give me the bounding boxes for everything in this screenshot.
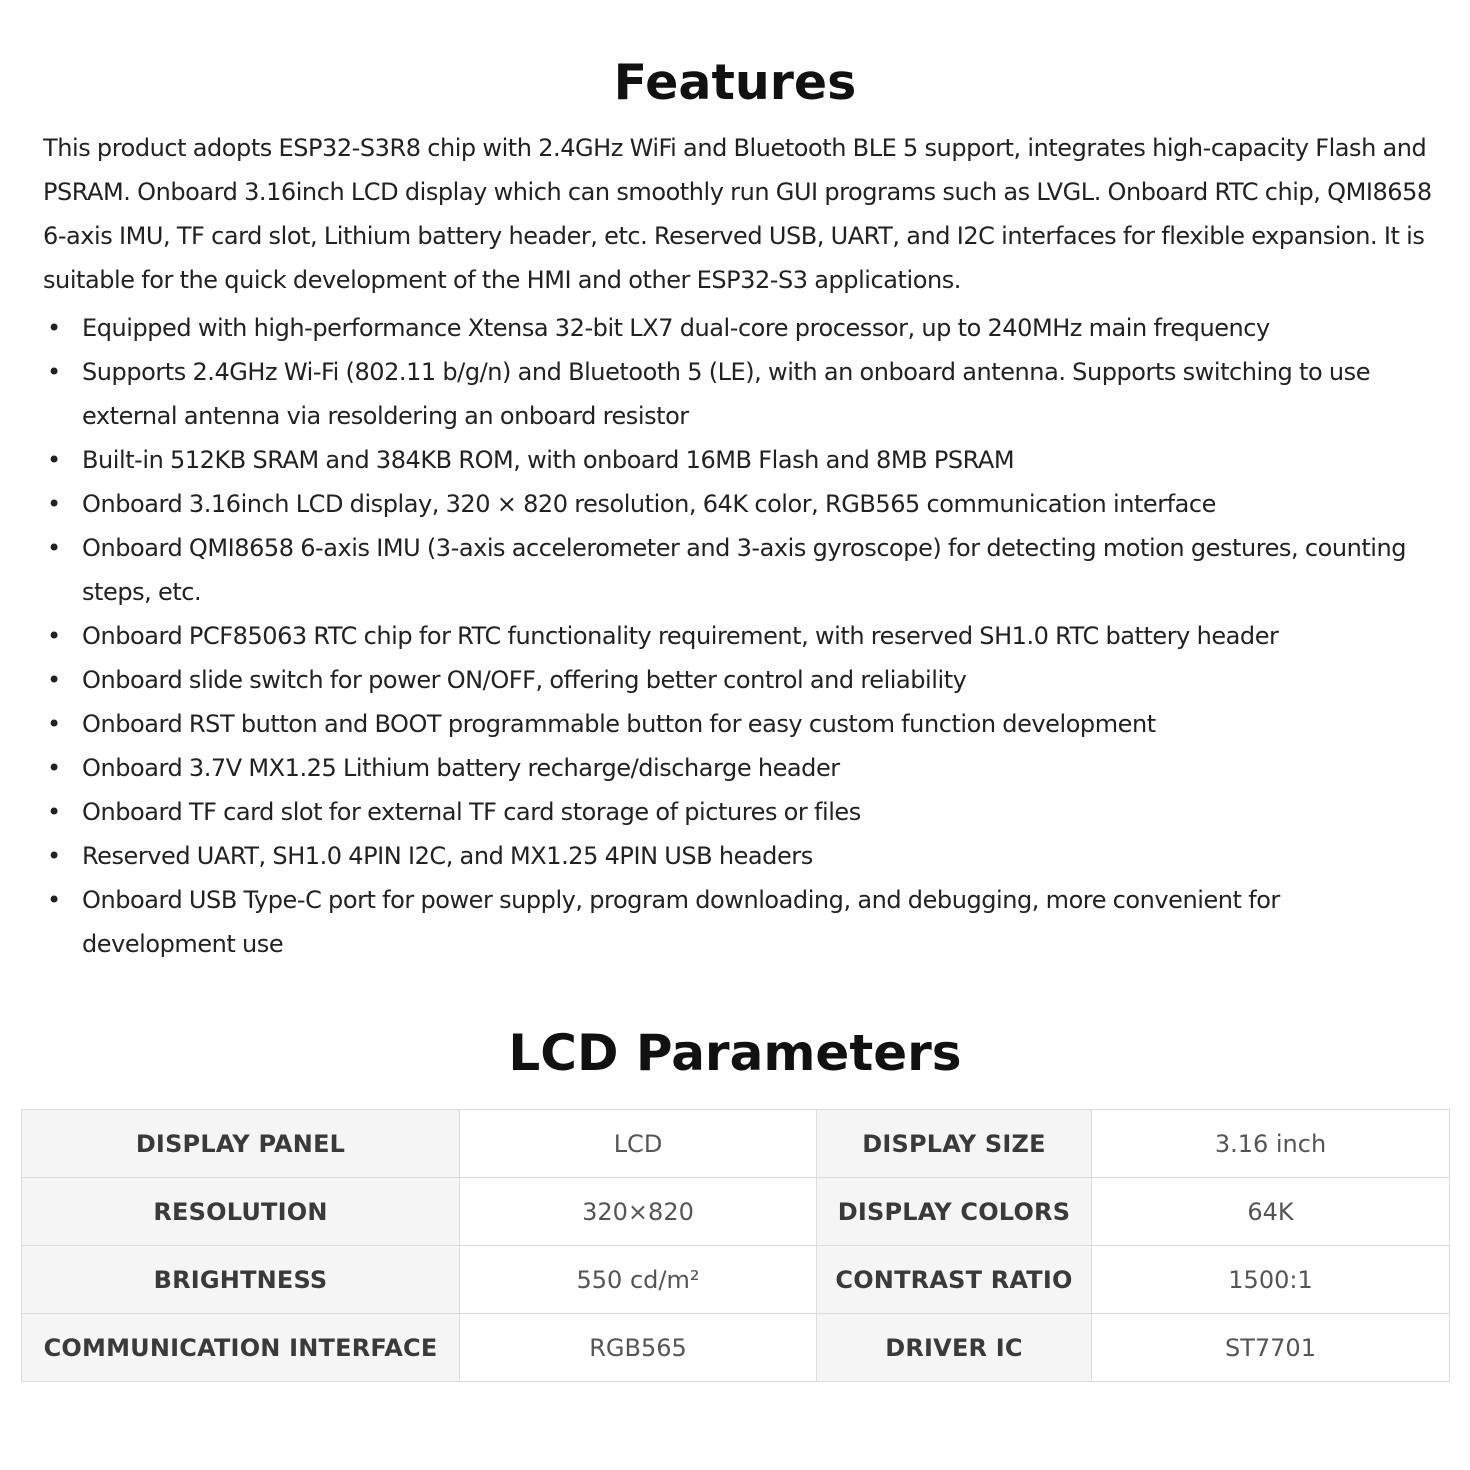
- param-label: DISPLAY SIZE: [817, 1110, 1092, 1178]
- features-intro: This product adopts ESP32-S3R8 chip with 2.4GHz WiFi and Bluetooth BLE 5 support, integrates high-capacity Flash and PSRAM. Onboard 3.16inch LCD display which can smoothly run GUI programs such as LVGL. Onboard RTC chip, QMI8658 6-axis IMU, TF card slot, Lithium battery header, etc. Reserved USB, UART, and I2C interfaces for flexible expansion. It is suitable for the quick development of the HMI and other ESP32-S3 applications.: [43, 134, 1432, 294]
- feature-text: Onboard RST button and BOOT programmable button for easy custom function development: [82, 710, 1156, 738]
- list-item: [43, 614, 1438, 658]
- param-label: DISPLAY COLORS: [817, 1178, 1092, 1246]
- param-label: DRIVER IC: [817, 1314, 1092, 1382]
- bullet-icon: •: [47, 754, 61, 782]
- param-value: 64K: [1092, 1178, 1450, 1246]
- bullet-icon: •: [47, 710, 61, 738]
- param-value: LCD: [460, 1110, 817, 1178]
- param-value: 3.16 inch: [1092, 1110, 1450, 1178]
- bullet-icon: •: [47, 446, 61, 474]
- lcd-parameters-heading: LCD Parameters: [508, 1024, 962, 1082]
- bullet-icon: •: [47, 358, 61, 386]
- list-item: [43, 350, 1438, 438]
- table-row: [22, 1246, 1450, 1314]
- list-item: [43, 306, 1438, 350]
- list-item: [43, 790, 1438, 834]
- table-row: [22, 1314, 1450, 1382]
- bullet-icon: •: [47, 490, 61, 518]
- list-item: [43, 746, 1438, 790]
- param-label: DISPLAY PANEL: [22, 1110, 460, 1178]
- list-item: [43, 658, 1438, 702]
- param-value: RGB565: [460, 1314, 817, 1382]
- bullet-icon: •: [47, 842, 61, 870]
- table-row: [22, 1110, 1450, 1178]
- param-label: COMMUNICATION INTERFACE: [22, 1314, 460, 1382]
- feature-text: Onboard 3.7V MX1.25 Lithium battery recharge/discharge header: [82, 754, 840, 782]
- lcd-parameters-table: [21, 1109, 1450, 1382]
- param-value: 550 cd/m²: [460, 1246, 817, 1314]
- list-item: [43, 878, 1438, 966]
- bullet-icon: •: [47, 798, 61, 826]
- list-item: [43, 834, 1438, 878]
- feature-text: Reserved UART, SH1.0 4PIN I2C, and MX1.25 4PIN USB headers: [82, 842, 813, 870]
- param-label: RESOLUTION: [22, 1178, 460, 1246]
- feature-text: Onboard PCF85063 RTC chip for RTC functionality requirement, with reserved SH1.0 RTC battery header: [82, 622, 1279, 650]
- bullet-icon: •: [47, 886, 61, 914]
- feature-text: Equipped with high-performance Xtensa 32-bit LX7 dual-core processor, up to 240MHz main frequency: [82, 314, 1270, 342]
- param-value: 320×820: [460, 1178, 817, 1246]
- list-item: [43, 438, 1438, 482]
- list-item: [43, 702, 1438, 746]
- param-label: CONTRAST RATIO: [817, 1246, 1092, 1314]
- feature-text: Onboard QMI8658 6-axis IMU (3-axis accelerometer and 3-axis gyroscope) for detecting motion gestures, counting steps, etc.: [82, 534, 1407, 606]
- feature-text: Built-in 512KB SRAM and 384KB ROM, with onboard 16MB Flash and 8MB PSRAM: [82, 446, 1015, 474]
- param-label: BRIGHTNESS: [22, 1246, 460, 1314]
- feature-text: Onboard 3.16inch LCD display, 320 × 820 resolution, 64K color, RGB565 communication interface: [82, 490, 1216, 518]
- param-value: ST7701: [1092, 1314, 1450, 1382]
- feature-text: Supports 2.4GHz Wi-Fi (802.11 b/g/n) and Bluetooth 5 (LE), with an onboard antenna. Supports switching to use external antenna via resoldering an onboard resistor: [82, 358, 1371, 430]
- list-item: [43, 482, 1438, 526]
- param-value: 1500:1: [1092, 1246, 1450, 1314]
- features-list: [43, 306, 1438, 966]
- feature-text: Onboard slide switch for power ON/OFF, offering better control and reliability: [82, 666, 967, 694]
- feature-text: Onboard USB Type-C port for power supply, program downloading, and debugging, more convenient for development use: [82, 886, 1280, 958]
- bullet-icon: •: [47, 622, 61, 650]
- bullet-icon: •: [47, 666, 61, 694]
- feature-text: Onboard TF card slot for external TF card storage of pictures or files: [82, 798, 861, 826]
- features-heading: Features: [613, 54, 857, 111]
- table-row: [22, 1178, 1450, 1246]
- list-item: [43, 526, 1438, 614]
- bullet-icon: •: [47, 314, 61, 342]
- bullet-icon: •: [47, 534, 61, 562]
